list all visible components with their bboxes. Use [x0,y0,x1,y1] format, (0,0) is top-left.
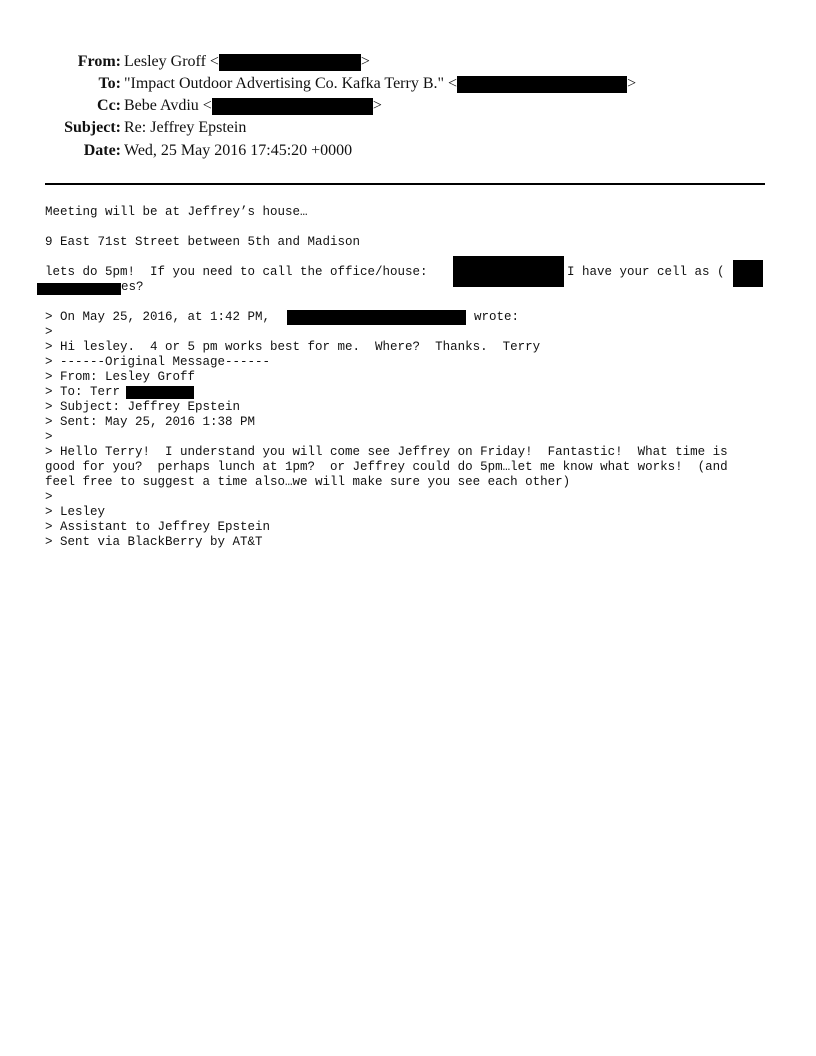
subject-label: Subject: [64,119,121,136]
from-close: > [360,53,370,70]
redaction-block [219,54,361,71]
to-name: "Impact Outdoor Advertising Co. Kafka Terry B." < [124,75,458,92]
redaction-block [212,98,373,115]
quote-line: > On May 25, 2016, at 1:42 PM, [45,310,271,324]
body-line: 9 East 71st Street between 5th and Madison [45,235,361,249]
quote-line: > Sent via BlackBerry by AT&T [45,535,263,549]
from-label: From: [77,53,121,70]
quote-line: > [45,490,53,504]
quote-line: > To: Terr [45,385,121,399]
subject-value: Re: Jeffrey Epstein [124,119,247,136]
quote-line: > Lesley [45,505,106,519]
redaction-block [457,76,627,93]
redaction-block [733,260,763,287]
quote-line: > Hello Terry! I understand you will come see Jeffrey on Friday! Fantastic! What time is [45,445,728,459]
redaction-block [37,283,121,295]
quote-line: > [45,430,53,444]
body-line: Meeting will be at Jeffrey’s house… [45,205,308,219]
to-label: To: [98,75,121,92]
quote-line: > ------Original Message------ [45,355,271,369]
quote-line: feel free to suggest a time also…we will make sure you see each other) [45,475,571,489]
quote-line: wrote: [474,310,520,324]
quote-line: > [45,325,53,339]
redaction-block [453,256,564,287]
email-body [45,205,775,685]
quote-line: > Assistant to Jeffrey Epstein [45,520,271,534]
header-divider [45,183,765,185]
cc-label: Cc: [97,97,121,114]
quote-line: > Sent: May 25, 2016 1:38 PM [45,415,256,429]
cc-name: Bebe Avdiu < [124,97,212,114]
quote-line: > Hi lesley. 4 or 5 pm works best for me. Where? Thanks. Terry [45,340,541,354]
cc-value [124,96,382,116]
quote-line: > From: Lesley Groff [45,370,196,384]
body-line: I have your cell as ( [567,265,725,279]
date-label: Date: [83,142,121,159]
from-value [124,52,370,72]
from-name: Lesley Groff < [124,53,219,70]
cc-close: > [372,97,382,114]
quote-line: good for you? perhaps lunch at 1pm? or Jeffrey could do 5pm…let me know what works! (and [45,460,728,474]
body-line: es? [121,280,144,294]
to-value [124,74,636,94]
to-close: > [627,75,637,92]
quote-line: > Subject: Jeffrey Epstein [45,400,241,414]
body-line: lets do 5pm! If you need to call the office/house: [45,265,428,279]
redaction-block [287,310,466,325]
date-value: Wed, 25 May 2016 17:45:20 +0000 [124,142,353,159]
redaction-block [126,386,194,399]
